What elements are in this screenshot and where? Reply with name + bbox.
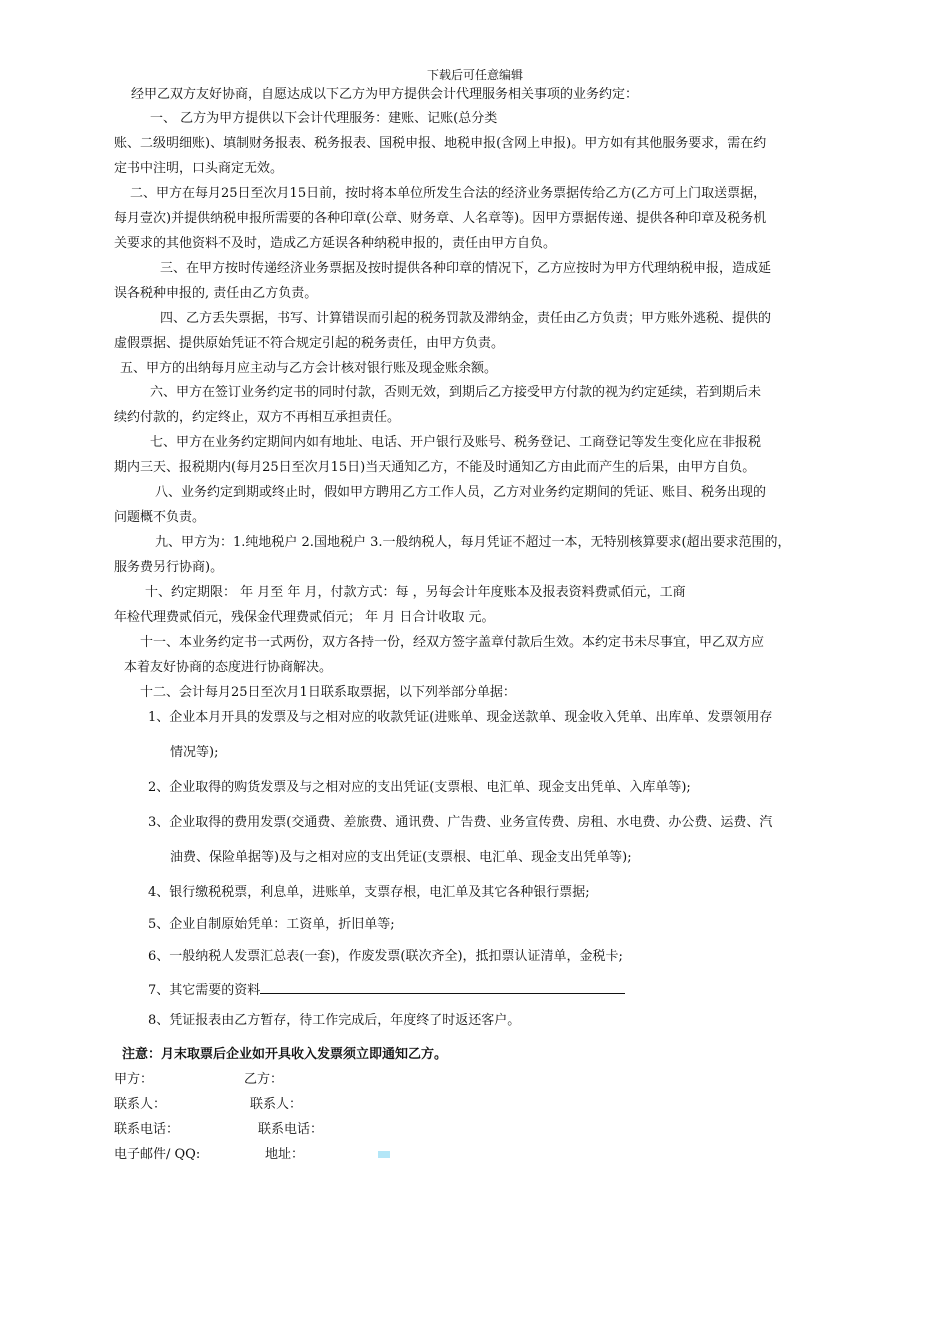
clause-8-line-2: 问题概不负责。 bbox=[114, 510, 206, 525]
clause-2-line-2: 每月壹次)并提供纳税申报所需要的各种印章(公章、财务章、人名章等)。因甲方票据传递、提供各种印章及税务机 bbox=[114, 211, 767, 226]
clause-12-line-1: 十二、会计每月25日至次月1日联系取票据，以下列举部分单据： bbox=[140, 685, 516, 700]
clause-9-line-1: 九、甲方为：1.纯地税户 2.国地税户 3.一般纳税人，每月凭证不超过一本，无特别核算要求(超出要求范围的， bbox=[155, 535, 791, 550]
item-7-label: 7、其它需要的资料 bbox=[148, 983, 261, 998]
item-5-line-1: 5、企业自制原始凭单：工资单，折旧单等; bbox=[148, 917, 395, 932]
item-3-line-1: 3、企业取得的费用发票(交通费、差旅费、通讯费、广告费、业务宣传费、房租、水电费、办公费、运费、汽 bbox=[148, 815, 773, 830]
contact-a-label: 联系人： bbox=[114, 1097, 167, 1112]
item-8-line-1: 8、凭证报表由乙方暂存，待工作完成后，年度终了时返还客户。 bbox=[148, 1013, 521, 1028]
item-4-line-1: 4、银行缴税税票，利息单，进账单，支票存根，电汇单及其它各种银行票据; bbox=[148, 885, 590, 900]
clause-1-line-2: 账、二级明细账)、填制财务报表、税务报表、国税申报、地税申报(含网上申报)。甲方如有其他服务要求，需在约 bbox=[114, 136, 767, 151]
clause-3-line-1: 三、在甲方按时传递经济业务票据及按时提供各种印章的情况下，乙方应按时为甲方代理纳税申报，造成延 bbox=[160, 261, 772, 276]
clause-1-line-1: 一、 乙方为甲方提供以下会计代理服务：建账、记账(总分类 bbox=[150, 111, 498, 126]
clause-6-line-2: 续约付款的，约定终止，双方不再相互承担责任。 bbox=[114, 410, 401, 425]
clause-6-line-1: 六、甲方在签订业务约定书的同时付款，否则无效，到期后乙方接受甲方付款的视为约定延续，若到期后未 bbox=[150, 385, 762, 400]
item-7-line-1 bbox=[148, 981, 625, 999]
clause-1-line-3: 定书中注明，口头商定无效。 bbox=[114, 161, 284, 176]
party-a-label: 甲方： bbox=[114, 1072, 154, 1087]
clause-5-line-1: 五、甲方的出纳每月应主动与乙方会计核对银行账及现金账余额。 bbox=[120, 361, 498, 376]
item-1-line-1: 1、企业本月开具的发票及与之相对应的收款凭证(进账单、现金送款单、现金收入凭单、出库单、发票领用存 bbox=[148, 710, 773, 725]
clause-7-line-1: 七、甲方在业务约定期间内如有地址、电话、开户银行及账号、税务登记、工商登记等发生变化应在非报税 bbox=[150, 435, 762, 450]
email-a-label: 电子邮件/ QQ: bbox=[114, 1147, 201, 1162]
item-7-fill-blank bbox=[260, 981, 625, 994]
bold-note: 注意：月末取票后企业如开具收入发票须立即通知乙方。 bbox=[122, 1047, 448, 1062]
item-3-line-2: 油费、保险单据等)及与之相对应的支出凭证(支票根、电汇单、现金支出凭单等); bbox=[170, 850, 632, 865]
page-header: 下载后可任意编辑 bbox=[426, 68, 523, 82]
highlight-marker bbox=[378, 1151, 390, 1158]
item-1-line-2: 情况等); bbox=[170, 745, 219, 760]
clause-4-line-2: 虚假票据、提供原始凭证不符合规定引起的税务责任，由甲方负责。 bbox=[114, 336, 505, 351]
clause-2-line-1: 二、甲方在每月25日至次月15日前，按时将本单位所发生合法的经济业务票据传给乙方(乙方可上门取送票据， bbox=[130, 186, 767, 201]
item-6-line-1: 6、一般纳税人发票汇总表(一套)，作废发票(联次齐全)，抵扣票认证清单，金税卡; bbox=[148, 949, 623, 964]
phone-a-label: 联系电话： bbox=[114, 1122, 180, 1137]
contact-b-label: 联系人： bbox=[250, 1097, 303, 1112]
intro-paragraph: 经甲乙双方友好协商，自愿达成以下乙方为甲方提供会计代理服务相关事项的业务约定： bbox=[131, 87, 639, 102]
clause-11-line-1: 十一、本业务约定书一式两份，双方各持一份，经双方签字盖章付款后生效。本约定书未尽事宜，甲乙双方应 bbox=[140, 635, 765, 650]
clause-10-line-1: 十、约定期限： 年 月至 年 月，付款方式：每 ，另每会计年度账本及报表资料费贰佰元，工商 bbox=[145, 585, 686, 600]
clause-2-line-3: 关要求的其他资料不及时，造成乙方延误各种纳税申报的，责任由甲方自负。 bbox=[114, 236, 557, 251]
clause-10-line-2: 年检代理费贰佰元，残保金代理费贰佰元； 年 月 日合计收取 元。 bbox=[114, 610, 495, 625]
party-b-label: 乙方： bbox=[244, 1072, 284, 1087]
phone-b-label: 联系电话： bbox=[258, 1122, 324, 1137]
clause-4-line-1: 四、乙方丢失票据，书写、计算错误而引起的税务罚款及滞纳金，责任由乙方负责；甲方账外逃税、提供的 bbox=[160, 311, 772, 326]
clause-7-line-2: 期内三天、报税期内(每月25日至次月15日)当天通知乙方，不能及时通知乙方由此而产生的后果，由甲方自负。 bbox=[114, 460, 756, 475]
item-2-line-1: 2、企业取得的购货发票及与之相对应的支出凭证(支票根、电汇单、现金支出凭单、入库单等); bbox=[148, 780, 691, 795]
clause-8-line-1: 八、业务约定到期或终止时，假如甲方聘用乙方工作人员，乙方对业务约定期间的凭证、账目、税务出现的 bbox=[155, 485, 767, 500]
clause-3-line-2: 误各税种申报的, 责任由乙方负责。 bbox=[114, 286, 318, 301]
clause-11-line-2: 本着友好协商的态度进行协商解决。 bbox=[124, 660, 333, 675]
clause-9-line-2: 服务费另行协商)。 bbox=[114, 560, 224, 575]
address-b-label: 地址： bbox=[265, 1147, 305, 1162]
